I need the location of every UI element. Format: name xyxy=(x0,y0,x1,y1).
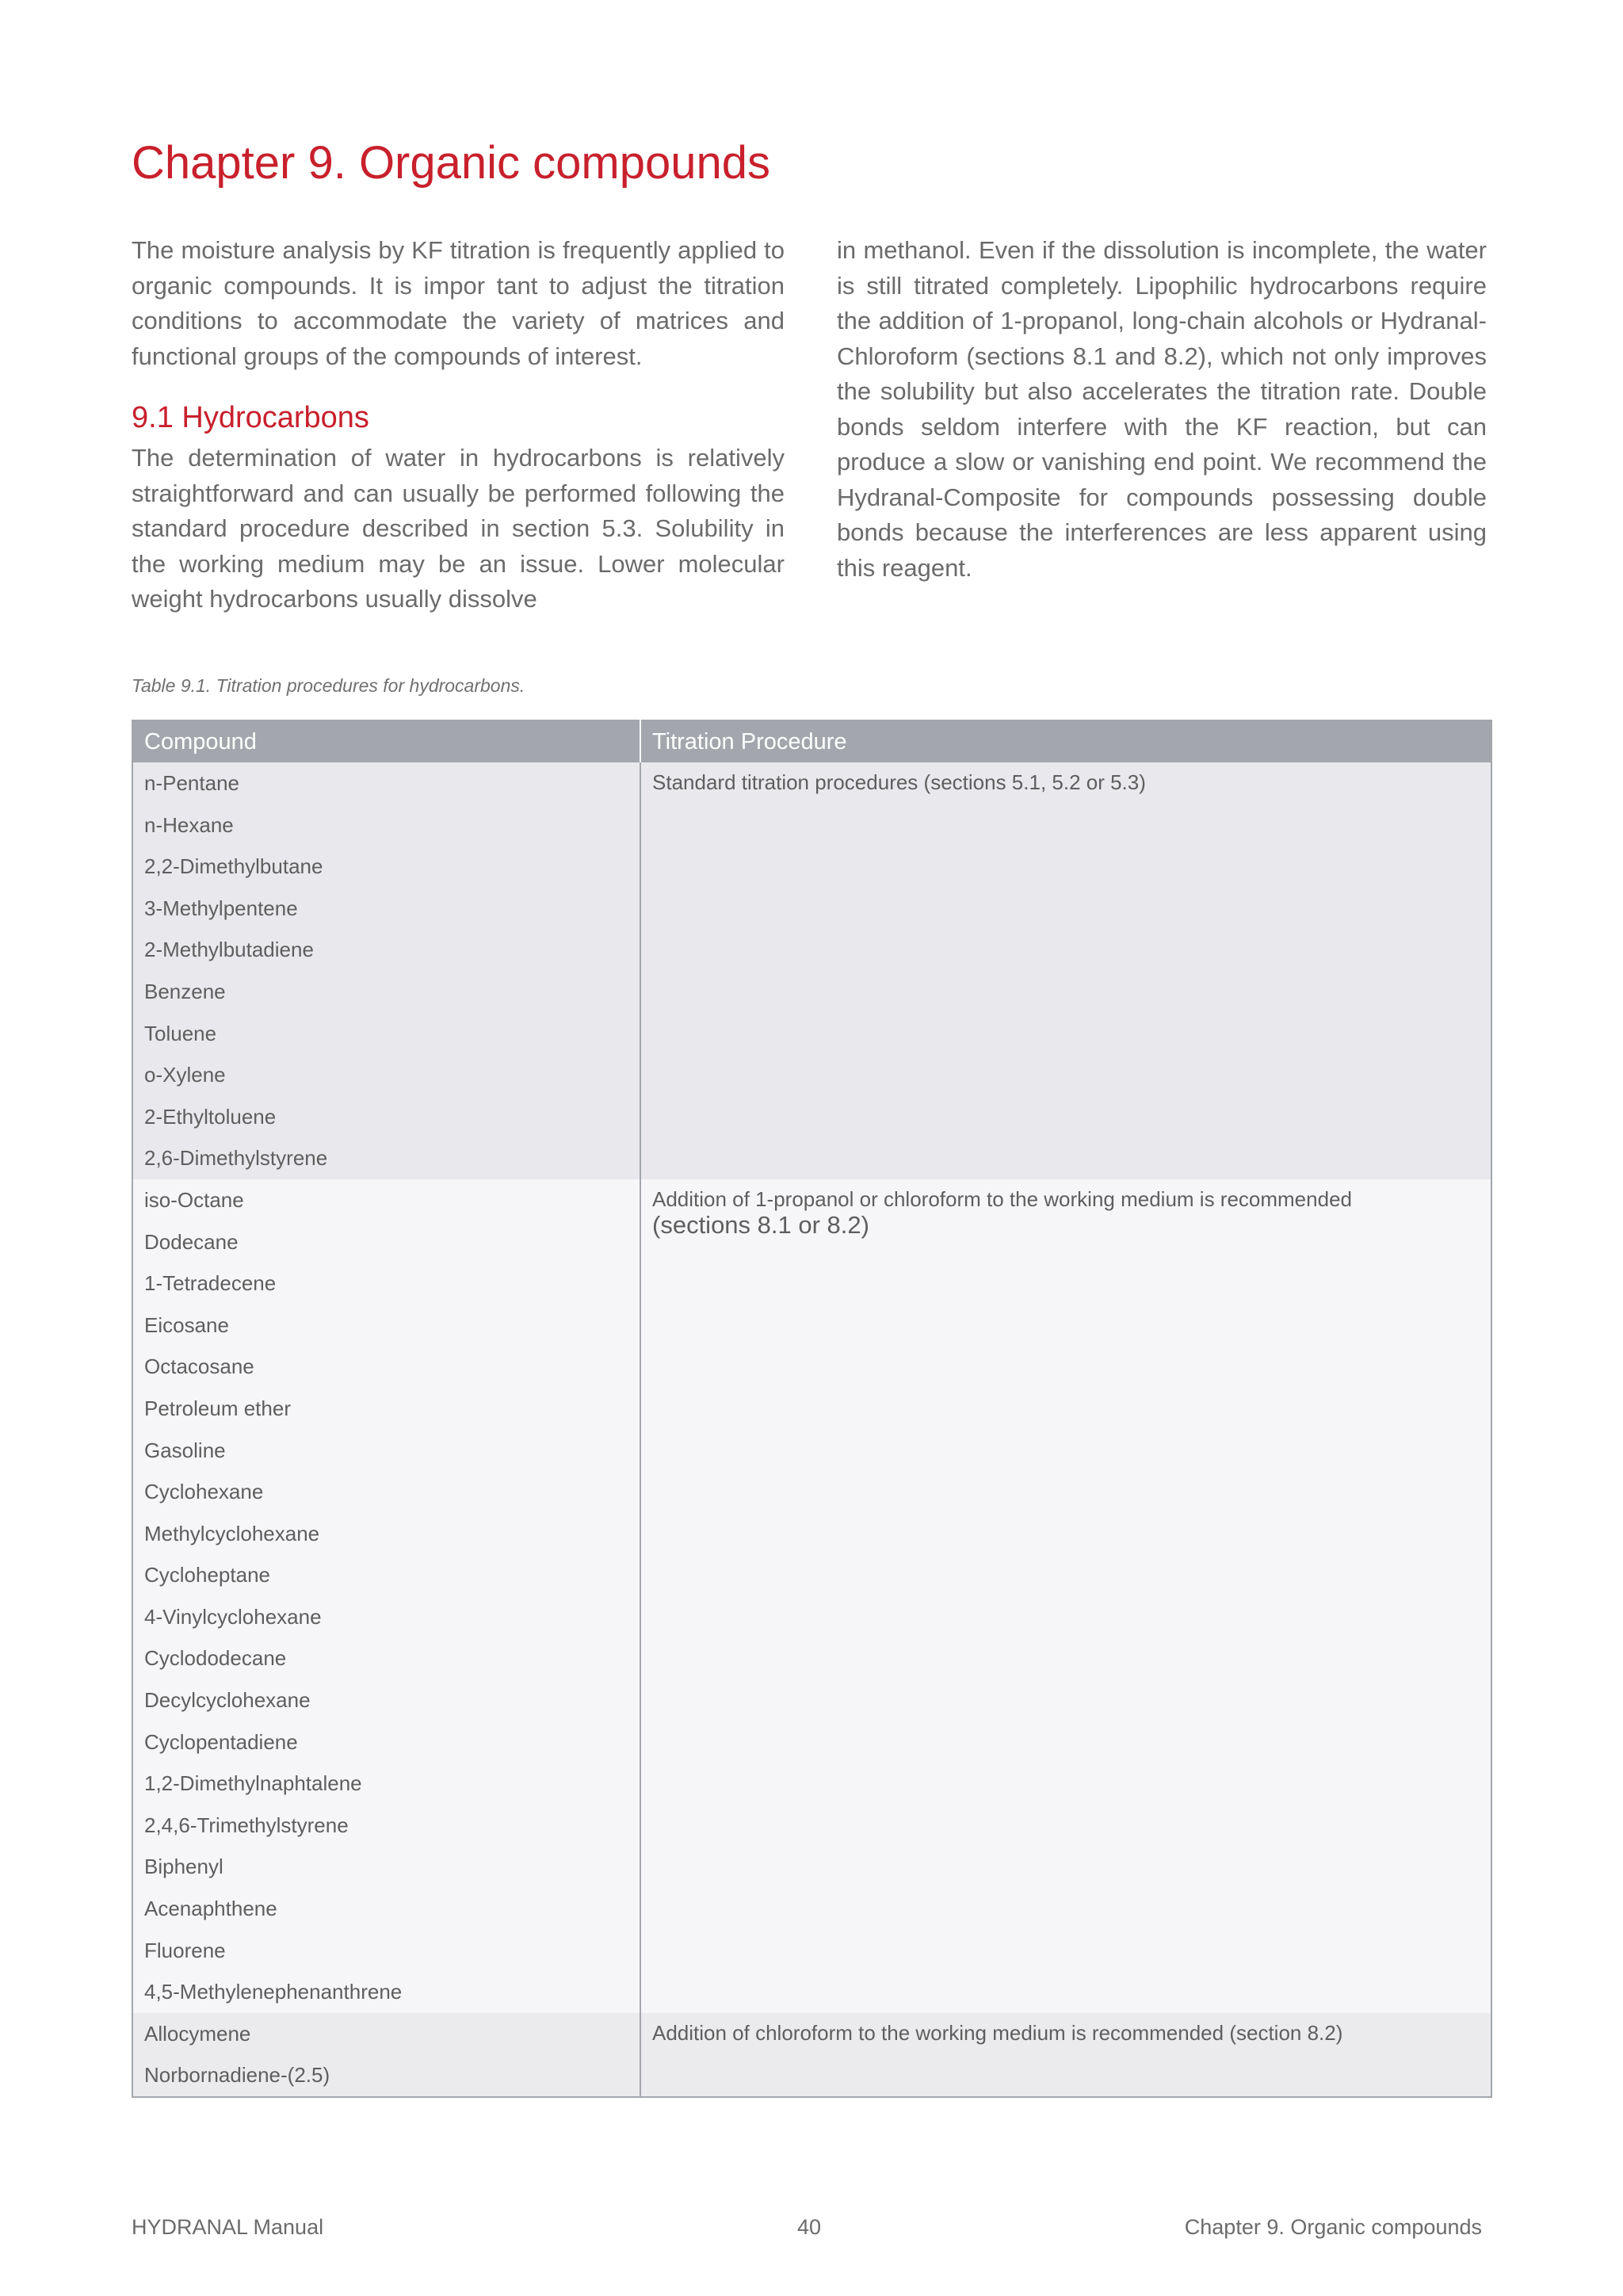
table-row xyxy=(132,1179,1491,2013)
compound-name: 2-Methylbutadiene xyxy=(144,938,314,962)
compound-name: Norbornadiene-(2.5) xyxy=(144,2063,330,2088)
compound-name: 1-Tetradecene xyxy=(144,1271,277,1296)
compound-name: Cyclohexane xyxy=(144,1480,264,1504)
compound-name: Petroleum ether xyxy=(144,1396,291,1420)
procedure-cell xyxy=(640,1179,1491,2013)
intro-paragraph: The moisture analysis by KF titration is frequently applied to organic compounds. It is impor tant to adjust the titration conditions to accommodate the variety of matrices and functional groups of the compounds of interest. xyxy=(132,236,785,370)
compound-name: 2,6-Dimethylstyrene xyxy=(144,1146,328,1171)
compound-name: Dodecane xyxy=(144,1229,239,1254)
compound-name: Benzene xyxy=(144,979,226,1003)
compound-name: Acenaphthene xyxy=(144,1897,277,1921)
compound-name: Cycloheptane xyxy=(144,1563,270,1587)
right-column xyxy=(837,233,1487,586)
procedure-text: Standard titration procedures (sections 5.1, 5.2 or 5.3) xyxy=(652,770,1146,794)
compound-name: n-Hexane xyxy=(144,812,234,837)
header-procedure: Titration Procedure xyxy=(640,720,1491,762)
compound-name: iso-Octane xyxy=(144,1187,244,1212)
right-column-paragraph: in methanol. Even if the dissolution is incomplete, the water is still titrated completely. Lipophilic hydrocarbons require the addition of 1-propanol, long-chain alcohols or Hydranal-Chloroform (sections 8.1 and 8.2), which not only improves the solubility but also accelerates the titration rate. Double bonds seldom interfere with the KF reaction, but can produce a slow or vanishing end point. We recommend the Hydranal-Composite for compounds possessing double bonds because the interferences are less apparent using this reagent. xyxy=(837,236,1487,582)
procedure-text: Addition of 1-propanol or chloroform to the working medium is recommended xyxy=(652,1186,1352,1211)
compound-name: o-Xylene xyxy=(144,1063,226,1087)
left-column xyxy=(132,233,785,617)
footer-manual-name: HYDRANAL Manual xyxy=(132,2215,324,2239)
procedure-cell xyxy=(640,762,1491,1179)
compound-cell xyxy=(132,2013,640,2097)
section-paragraph: The determination of water in hydrocarbons is relatively straightforward and can usually be performed following the standard procedure described in section 5.3. Solubility in the working medium may be an issue. Lower molecular weight hydrocarbons usually dissolve xyxy=(132,444,785,613)
table-header-row xyxy=(132,720,1491,762)
compound-name: Cyclopentadiene xyxy=(144,1729,298,1754)
compound-name: Octacosane xyxy=(144,1354,254,1379)
compound-name: 4,5-Methylenephenanthrene xyxy=(144,1980,403,2004)
procedure-cell xyxy=(640,2013,1491,2097)
compound-name: 2-Ethyltoluene xyxy=(144,1104,277,1129)
section-heading: 9.1 Hydrocarbons xyxy=(132,401,369,434)
compound-name: Biphenyl xyxy=(144,1855,223,1879)
procedure-sections: (sections 8.1 or 8.2) xyxy=(652,1210,869,1239)
procedure-text: Addition of chloroform to the working medium is recommended (section 8.2) xyxy=(652,2020,1343,2045)
footer-page-number: 40 xyxy=(797,2215,822,2239)
compound-name: 4-Vinylcyclohexane xyxy=(144,1604,322,1629)
chapter-title: Chapter 9. Organic compounds xyxy=(132,137,770,189)
compound-name: Fluorene xyxy=(144,1938,226,1962)
compound-name: Eicosane xyxy=(144,1312,229,1337)
compound-name: 1,2-Dimethylnaphtalene xyxy=(144,1771,362,1796)
table-caption: Table 9.1. Titration procedures for hydrocarbons. xyxy=(132,675,525,696)
compound-name: 2,2-Dimethylbutane xyxy=(144,854,323,879)
compound-name: Gasoline xyxy=(144,1438,226,1462)
header-compound: Compound xyxy=(132,720,640,762)
table-body xyxy=(132,762,1491,2097)
table-row xyxy=(132,2013,1491,2097)
table-row xyxy=(132,762,1491,1179)
compound-cell xyxy=(132,1179,640,2013)
compound-name: Methylcyclohexane xyxy=(144,1521,320,1545)
compound-name: Cyclododecane xyxy=(144,1646,287,1671)
footer-chapter-name: Chapter 9. Organic compounds xyxy=(1184,2215,1482,2239)
compound-name: Toluene xyxy=(144,1021,217,1045)
compound-cell xyxy=(132,762,640,1179)
compound-name: Decylcyclohexane xyxy=(144,1688,311,1713)
compound-name: 3-Methylpentene xyxy=(144,896,298,920)
compound-name: 2,4,6-Trimethylstyrene xyxy=(144,1813,349,1837)
compound-name: Allocymene xyxy=(144,2021,251,2046)
titration-table xyxy=(132,720,1492,2098)
compound-name: n-Pentane xyxy=(144,771,239,795)
